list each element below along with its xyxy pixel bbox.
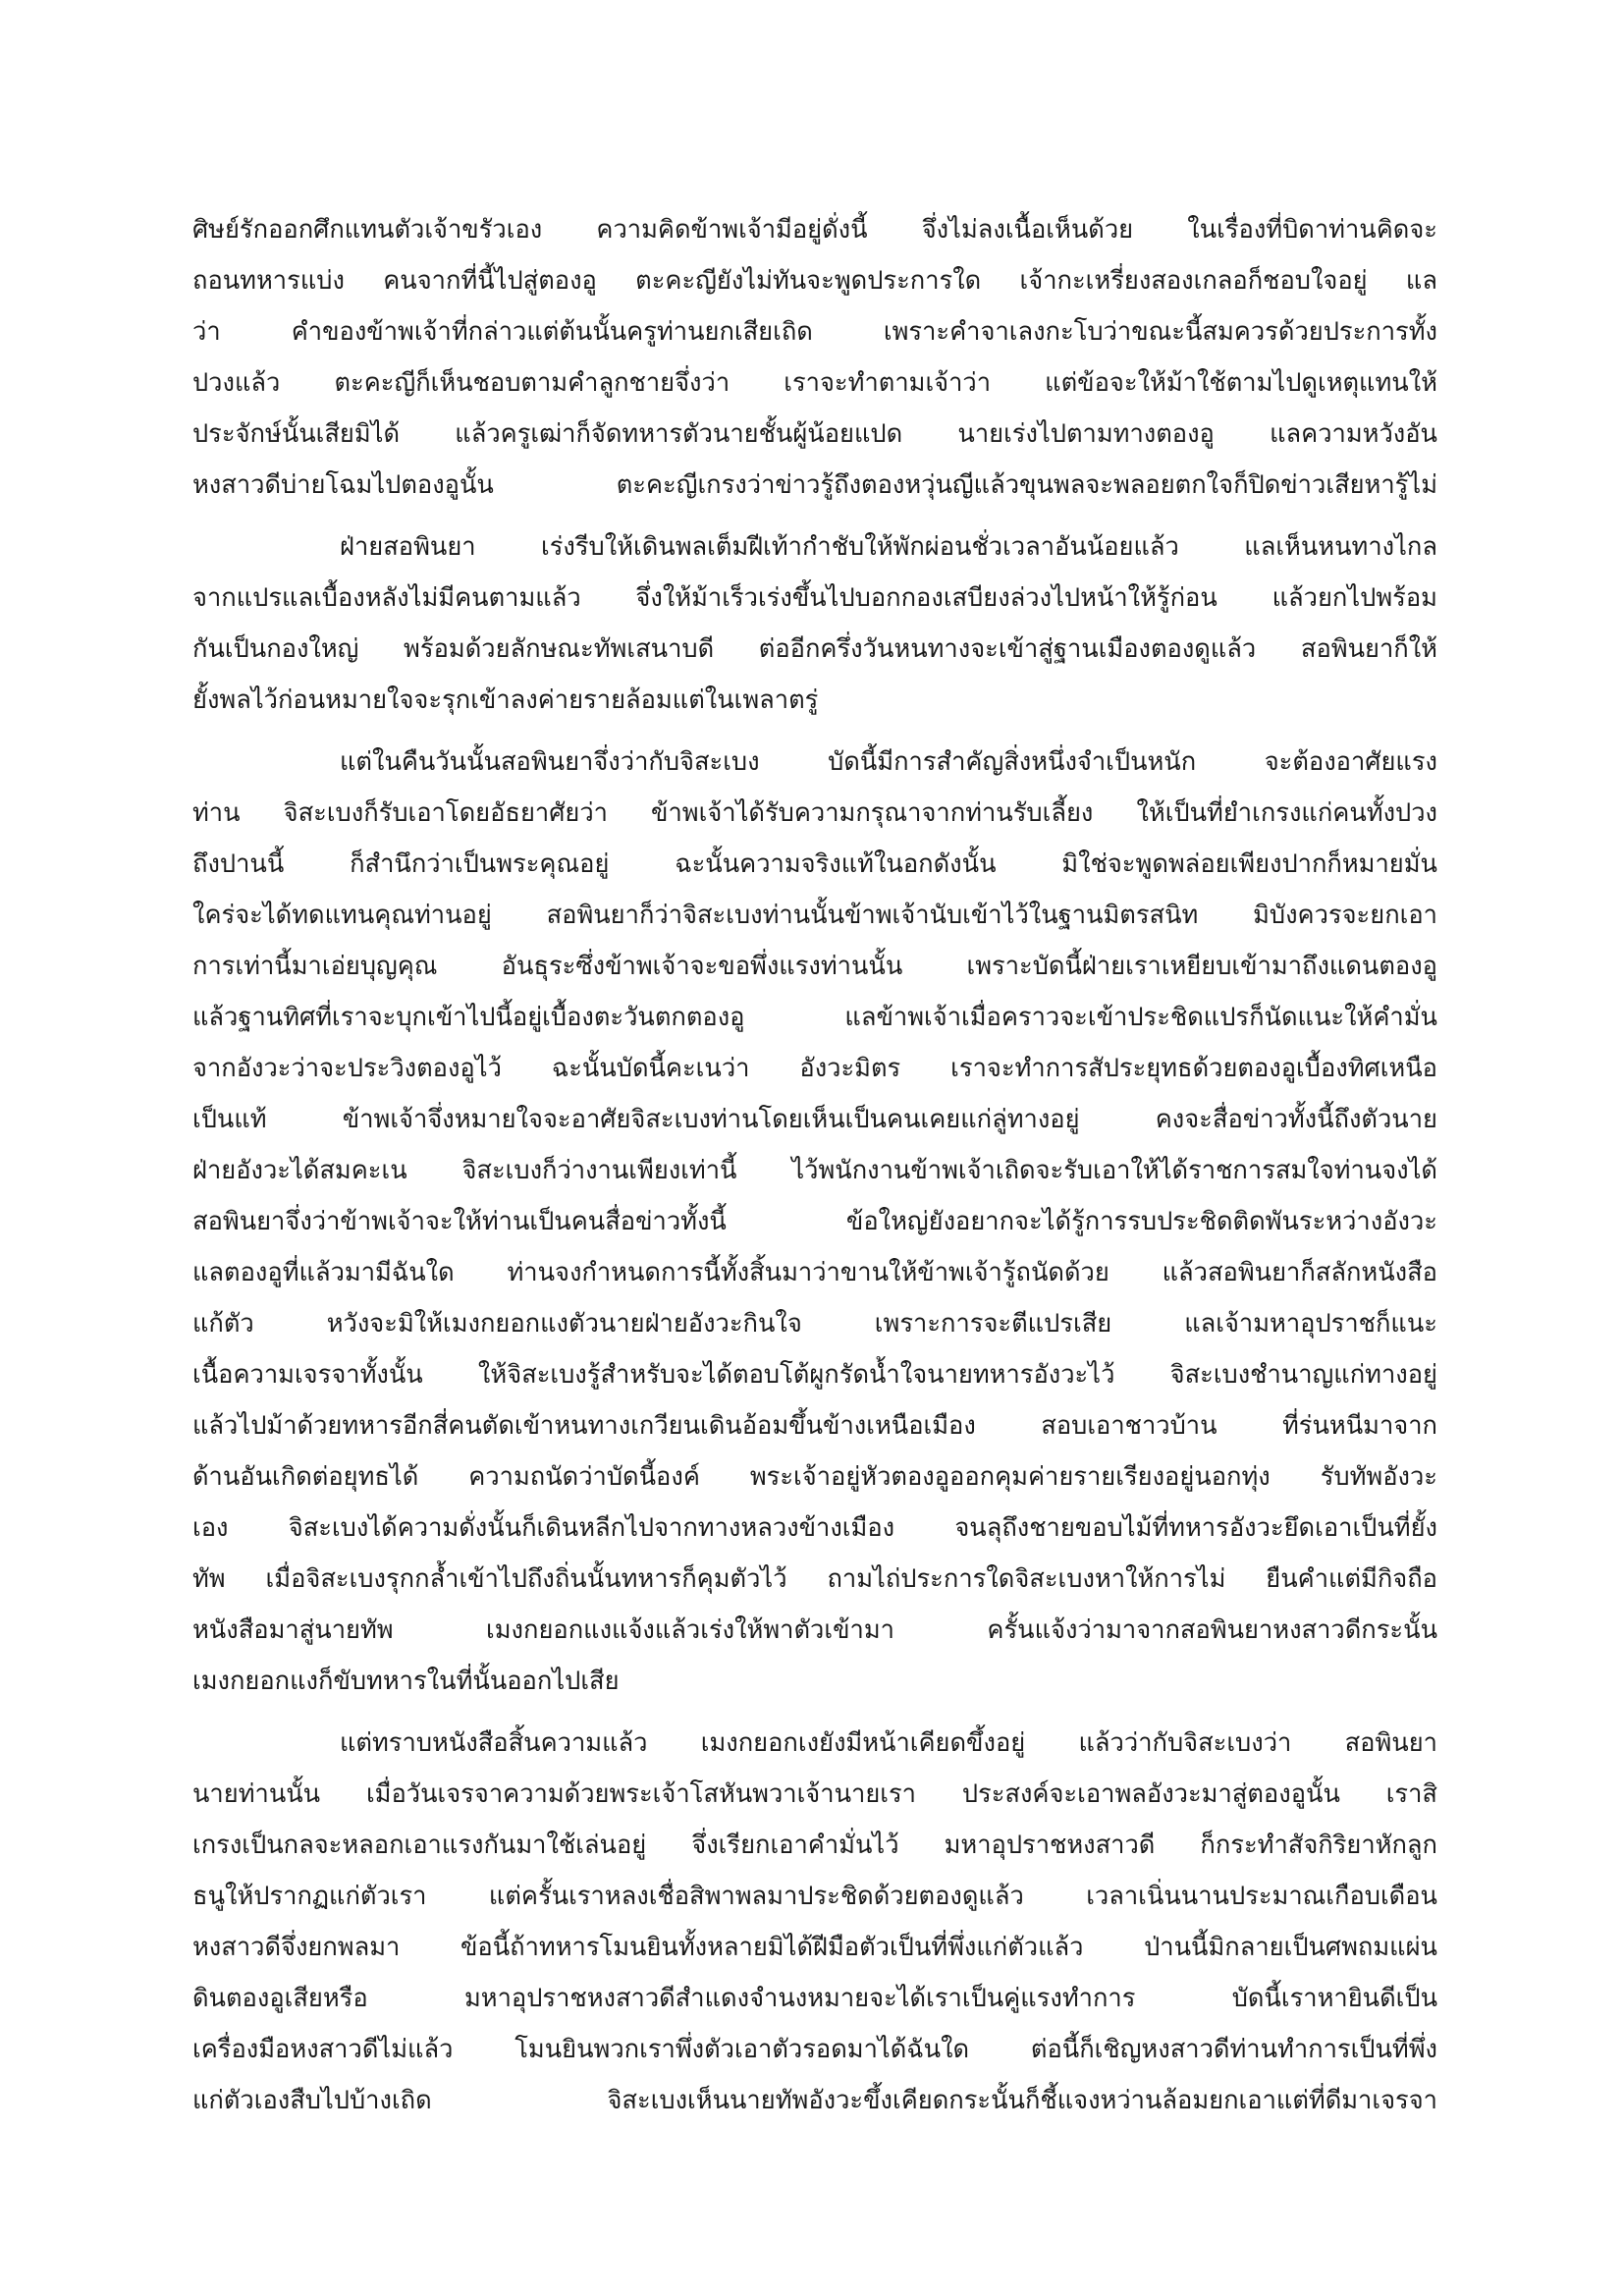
text-line: จากอังวะว่าจะประวิงตองอูไว้ ฉะนั้นบัดนี้คะเนว่า อังวะมิตร เราจะทำการสัประยุทธด้วยตองอูเบื้องทิศเหนือ [192,1054,1437,1083]
text-line: เกรงเป็นกลจะหลอกเอาแรงกันมาใช้เล่นอยู่ จึ่งเรียกเอาคำมั่นไว้ มหาอุปราชหงสาวดี ก็กระทำสัจกิริยาหักลูก [192,1831,1437,1860]
text-line: แก้ตัว หวังจะมิให้เมงกยอกแงตัวนายฝ่ายอังวะกินใจ เพราะการจะตีแปรเสีย แลเจ้ามหาอุปราชก็แนะ [192,1309,1437,1339]
text-line: แล้วไปม้าด้วยทหารอีกสี่คนตัดเข้าหนทางเกวียนเดินอ้อมขึ้นข้างเหนือเมือง สอบเอาชาวบ้าน ที่ร่นหนีมาจาก [192,1411,1437,1441]
text-line: ประจักษ์นั้นเสียมิได้ แล้วครูเฒ่าก็จัดทหารตัวนายชั้นผู้น้อยแปด นายเร่งไปตามทางตองอู แลความหวังอัน [192,419,1437,449]
paragraph-2 [192,521,1437,726]
text-line: แลตองอูที่แล้วมามีฉันใด ท่านจงกำหนดการนี้ทั้งสิ้นมาว่าขานให้ข้าพเจ้ารู้ถนัดด้วย แล้วสอพินยาก็สลักหนังสือ [192,1258,1437,1287]
document-body [192,204,1437,2126]
text-line: แต่ในคืนวันนั้นสอพินยาจึ่งว่ากับจิสะเบง บัดนี้มีการสำคัญสิ่งหนึ่งจำเป็นหนัก จะต้องอาศัยแรง [340,747,1437,777]
text-line: จากแปรแลเบื้องหลังไม่มีคนตามแล้ว จึ่งให้ม้าเร็วเร่งขึ้นไปบอกกองเสบียงล่วงไปหน้าให้รู้ก่อน แล้วยกไปพร้อม [192,583,1437,613]
text-line: สอพินยาจึ่งว่าข้าพเจ้าจะให้ท่านเป็นคนสื่อข่าวทั้งนี้ ข้อใหญ่ยังอยากจะได้รู้การรบประชิดติดพันระหว่างอังวะ [192,1207,1437,1236]
text-line: ถอนทหารแบ่ง คนจากที่นี้ไปสู่ตองอู ตะคะญียังไม่ทันจะพูดประการใด เจ้ากะเหรี่ยงสองเกลอก็ชอบใจอยู่ แล [192,266,1437,296]
text-line: ท่าน จิสะเบงก็รับเอาโดยอัธยาศัยว่า ข้าพเจ้าได้รับความกรุณาจากท่านรับเลี้ยง ให้เป็นที่ยำเกรงแก่คนทั้งปวง [192,798,1437,828]
text-line: ฝ่ายอังวะได้สมคะเน จิสะเบงก็ว่างานเพียงเท่านี้ ไว้พนักงานข้าพเจ้าเถิดจะรับเอาให้ได้ราชการสมใจท่านจงได้ [192,1156,1437,1185]
text-line: เนื้อความเจรจาทั้งนั้น ให้จิสะเบงรู้สำหรับจะได้ตอบโต้ผูกรัดน้ำใจนายทหารอังวะไว้ จิสะเบงชำนาญแก่ทางอยู่ [192,1360,1437,1390]
text-line: ว่า คำของข้าพเจ้าที่กล่าวแต่ต้นนั้นครูท่านยกเสียเถิด เพราะคำจาเลงกะโบว่าขณะนี้สมควรด้วยประการทั้ง [192,317,1437,347]
text-line: ดินตองอูเสียหรือ มหาอุปราชหงสาวดีสำแดงจำนงหมายจะได้เราเป็นคู่แรงทำการ บัดนี้เราหายินดีเป็น [192,1984,1437,2013]
text-line: ถึงปานนี้ ก็สำนึกว่าเป็นพระคุณอยู่ ฉะนั้นความจริงแท้ในอกดังนั้น มิใช่จะพูดพล่อยเพียงปากก็หมายมั่น [192,849,1437,879]
paragraph-3 [192,737,1437,1707]
text-line: ยั้งพลไว้ก่อนหมายใจจะรุกเข้าลงค่ายรายล้อมแต่ในเพลาตรู่ [192,685,819,715]
text-line: กันเป็นกองใหญ่ พร้อมด้วยลักษณะทัพเสนาบดี ต่ออีกครึ่งวันหนทางจะเข้าสู่ฐานเมืองตองดูแล้ว สอพินยาก็ให้ [192,634,1437,664]
text-line: แต่ทราบหนังสือสิ้นความแล้ว เมงกยอกเงยังมีหน้าเคียดขึ้งอยู่ แล้วว่ากับจิสะเบงว่า สอพินยา [340,1728,1437,1758]
text-line: แก่ตัวเองสืบไปบ้างเถิด จิสะเบงเห็นนายทัพอังวะขึ้งเคียดกระนั้นก็ชี้แจงหว่านล้อมยกเอาแต่ที่ดีมาเจรจา [192,2086,1437,2115]
text-line: เอง จิสะเบงได้ความดั่งนั้นก็เดินหลีกไปจากทางหลวงข้างเมือง จนลุถึงชายขอบไม้ที่ทหารอังวะยึดเอาเป็นที่ยั้ง [192,1513,1437,1543]
text-line: ใคร่จะได้ทดแทนคุณท่านอยู่ สอพินยาก็ว่าจิสะเบงท่านนั้นข้าพเจ้านับเข้าไว้ในฐานมิตรสนิท มิบังควรจะยกเอา [192,901,1437,930]
text-line: ทัพ เมื่อจิสะเบงรุกกล้ำเข้าไปถึงถิ่นนั้นทหารก็คุมตัวไว้ ถามไถ่ประการใดจิสะเบงหาให้การไม่ ยืนคำแต่มีกิจถือ [192,1564,1437,1594]
text-line: ศิษย์รักออกศึกแทนตัวเจ้าขรัวเอง ความคิดข้าพเจ้ามีอยู่ดั่งนี้ จึ่งไม่ลงเนื้อเห็นด้วย ในเรื่องที่บิดาท่านคิดจะ [192,215,1437,245]
text-line: เป็นแท้ ข้าพเจ้าจึ่งหมายใจจะอาศัยจิสะเบงท่านโดยเห็นเป็นคนเคยแก่ลู่ทางอยู่ คงจะสื่อข่าวทั้งนี้ถึงตัวนาย [192,1105,1437,1134]
text-line: หงสาวดีบ่ายโฉมไปตองอูนั้น ตะคะญีเกรงว่าข่าวรู้ถึงตองหวุ่นญีแล้วขุนพลจะพลอยตกใจก็ปิดข่าวเสียหารู้ไม่ [192,470,1437,500]
paragraph-1 [192,204,1437,511]
text-line: หงสาวดีจึ่งยกพลมา ข้อนี้ถ้าทหารโมนยินทั้งหลายมิได้ฝีมือตัวเป็นที่พึ่งแก่ตัวแล้ว ป่านนี้มิกลายเป็นศพถมแผ่น [192,1933,1437,1962]
text-line: แล้วฐานทิศที่เราจะบุกเข้าไปนี้อยู่เบื้องตะวันตกตองอู แลข้าพเจ้าเมื่อคราวจะเข้าประชิดแปรก็นัดแนะให้คำมั่น [192,1003,1437,1032]
text-line: ปวงแล้ว ตะคะญีก็เห็นชอบตามคำลูกชายจึ่งว่า เราจะทำตามเจ้าว่า แต่ข้อจะให้ม้าใช้ตามไปดูเหตุแทนให้ [192,368,1437,398]
paragraph-4 [192,1718,1437,2126]
text-line: นายท่านนั้น เมื่อวันเจรจาความด้วยพระเจ้าโสหันพวาเจ้านายเรา ประสงค์จะเอาพลอังวะมาสู่ตองอูนั้น เราสิ [192,1779,1437,1809]
text-line: การเท่านี้มาเอ่ยบุญคุณ อันธุระซึ่งข้าพเจ้าจะขอพึ่งแรงท่านนั้น เพราะบัดนี้ฝ่ายเราเหยียบเข้ามาถึงแดนตองอู [192,952,1437,981]
text-line: ด้านอันเกิดต่อยุทธได้ ความถนัดว่าบัดนี้องค์ พระเจ้าอยู่หัวตองอูออกคุมค่ายรายเรียงอยู่นอกทุ่ง รับทัพอังวะ [192,1462,1437,1492]
text-line: เครื่องมือหงสาวดีไม่แล้ว โมนยินพวกเราพึ่งตัวเอาตัวรอดมาได้ฉันใด ต่อนี้ก็เชิญหงสาวดีท่านทำการเป็นที่พึ่ง [192,2035,1437,2064]
text-line: ธนูให้ปรากฏแก่ตัวเรา แต่ครั้นเราหลงเชื่อสิพาพลมาประชิดด้วยตองดูแล้ว เวลาเนิ่นนานประมาณเกือบเดือน [192,1882,1437,1911]
text-line: เมงกยอกแงก็ขับทหารในที่นั้นออกไปเสีย [192,1667,620,1696]
text-line: ฝ่ายสอพินยา เร่งรีบให้เดินพลเต็มฝีเท้ากำชับให้พักผ่อนชั่วเวลาอันน้อยแล้ว แลเห็นหนทางไกล [340,532,1437,562]
text-line: หนังสือมาสู่นายทัพ เมงกยอกแงแจ้งแล้วเร่งให้พาตัวเข้ามา ครั้นแจ้งว่ามาจากสอพินยาหงสาวดีกระนั้น [192,1615,1437,1645]
